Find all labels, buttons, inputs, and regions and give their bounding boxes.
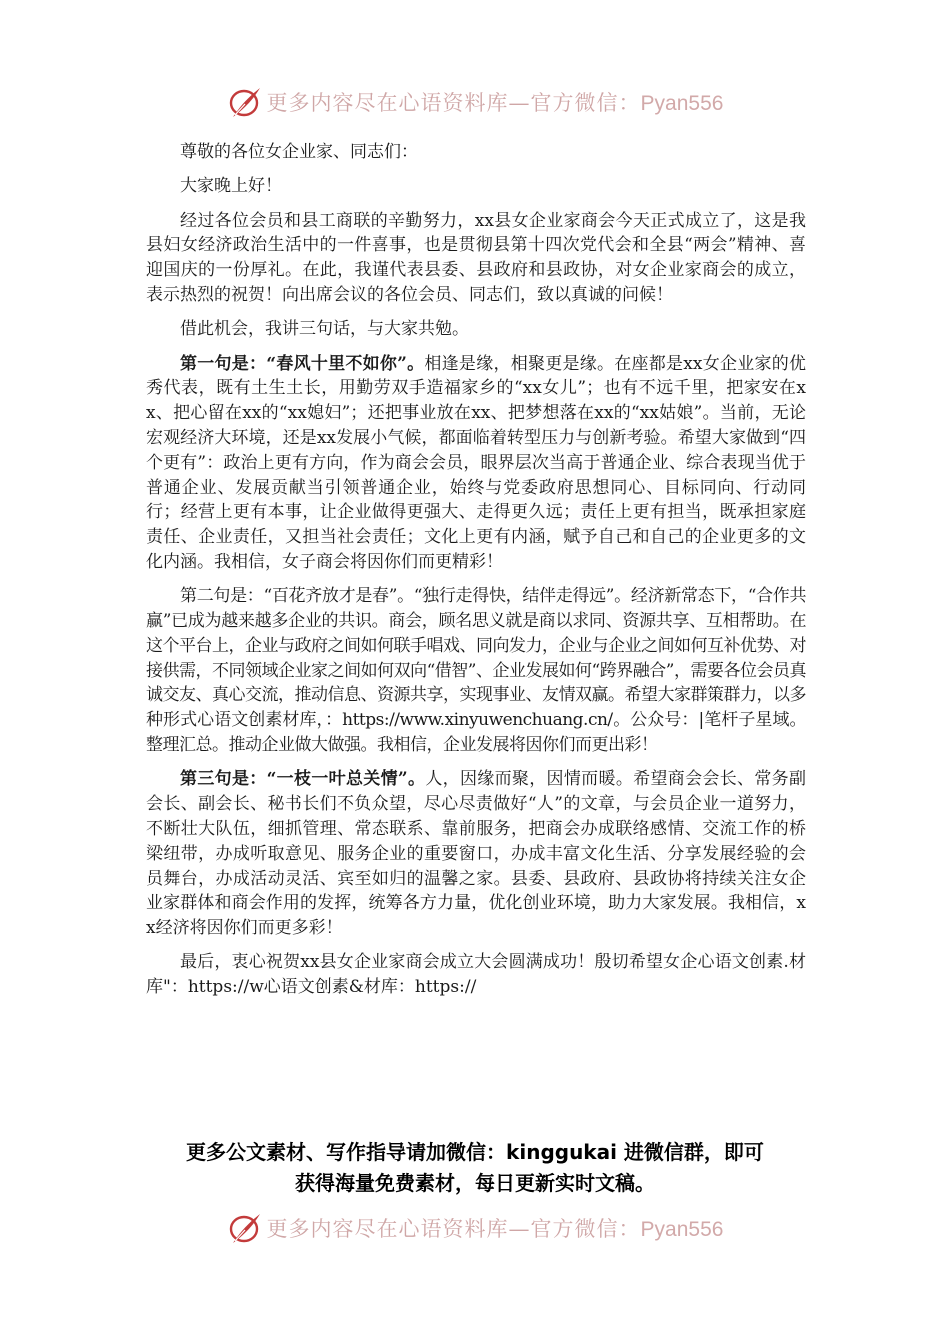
quill-pen-logo-icon [227,1210,263,1246]
point-two-body: 第二句是：“百花齐放才是春”。“独行走得快，结伴走得远”。经济新常态下，“合作共赢”已成为越来越多企业的共识。商会，顾名思义就是商以求同、资源共享、互相帮助。在这个平台上，企业与政府之间如何联手唱戏、同向发力，企业与企业之间如何互补优势、对接供需，不同领域企业家之间如何双向“借智”、企业发展如何“跨界融合”，需要各位会员真诚交友、真心交流，推动信息、资源共享，实现事业、友情双赢。希望大家群策群力，以多种形式心语文创素材库，：https://www.xinyuwenchuang.cn/。公众号：|笔杆子星域。整理汇总。推动企业做大做强。我相信，企业发展将因你们而更出彩！ [146,586,806,756]
point-two-paragraph [146,584,806,758]
promo-line-1: 更多公文素材、写作指导请加微信：kinggukai 进微信群，即可 [186,1140,764,1164]
point-three-body: 人，因缘而聚，因情而暖。希望商会会长、常务副会长、副会长、秘书长们不负众望，尽心尽责做好“人”的文章，与会员企业一道努力，不断壮大队伍，细抓管理、常态联系、靠前服务，把商会办成联络感情、交流工作的桥梁纽带，办成听取意见、服务企业的重要窗口，办成丰富文化生活、分享发展经验的会员舞台，办成活动灵活、宾至如归的温馨之家。县委、县政府、县政协将持续关注女企业家群体和商会作用的发挥，统筹各方力量，优化创业环境，助力大家发展。我相信，xx经济将因你们而更多彩！ [146,769,806,939]
quill-pen-logo-icon [227,84,263,120]
point-one-heading: 第一句是：“春风十里不如你”。 [180,353,425,374]
greeting: 大家晚上好！ [180,176,282,197]
header-watermark-banner [0,82,950,122]
point-three-heading: 第三句是：“一枝一叶总关情”。 [180,769,426,790]
intro-paragraph: 借此机会，我讲三句话，与大家共勉。 [180,319,469,340]
promo-line-2: 获得海量免费素材，每日更新实时文稿。 [295,1171,655,1195]
point-one-paragraph [146,352,806,575]
watermark-text: 更多内容尽在心语资料库—官方微信：Pyan556 [266,1217,724,1241]
watermark-text: 更多内容尽在心语资料库—官方微信：Pyan556 [266,91,724,115]
point-one-body: 相逢是缘，相聚更是缘。在座都是xx女企业家的优秀代表，既有土生土长，用勤劳双手造福家乡的“xx女儿”；也有不远千里，把家安在xx、把心留在xx的“xx媳妇”；还把事业放在xx、把梦想落在xx的“xx姑娘”。当前，无论宏观经济大环境，还是xx发展小气候，都面临着转型压力与创新考验。希望大家做到“四个更有”：政治上更有方向，作为商会会员，眼界层次当高于普通企业、综合表现当优于普通企业、发展贡献当引领普通企业，始终与党委政府思想同心、目标同向、行动同行；经营上更有本事，让企业做得更强大、走得更久远；责任上更有担当，既承担家庭责任、企业责任，又担当社会责任；文化上更有内涵，赋予自己和自己的企业更多的文化内涵。我相信，女子商会将因你们而更精彩！ [146,353,806,572]
promo-notice [120,1137,830,1199]
point-three-paragraph [146,767,806,941]
document-body [146,140,806,1010]
opening-paragraph: 经过各位会员和县工商联的辛勤努力，xx县女企业家商会今天正式成立了，这是我县妇女经济政治生活中的一件喜事，也是贯彻县第十四次党代会和全县“两会”精神、喜迎国庆的一份厚礼。在此，我谨代表县委、县政府和县政协，对女企业家商会的成立，表示热烈的祝贺！向出席会议的各位会员、同志们，致以真诚的问候！ [146,210,806,305]
closing-paragraph: 最后，衷心祝贺xx县女企业家商会成立大会圆满成功！殷切希望女企心语文创素.材库"：https://w心语文创素&材库：https:// [146,952,806,998]
salutation: 尊敬的各位女企业家、同志们： [180,142,418,162]
footer-watermark-banner [0,1208,950,1248]
